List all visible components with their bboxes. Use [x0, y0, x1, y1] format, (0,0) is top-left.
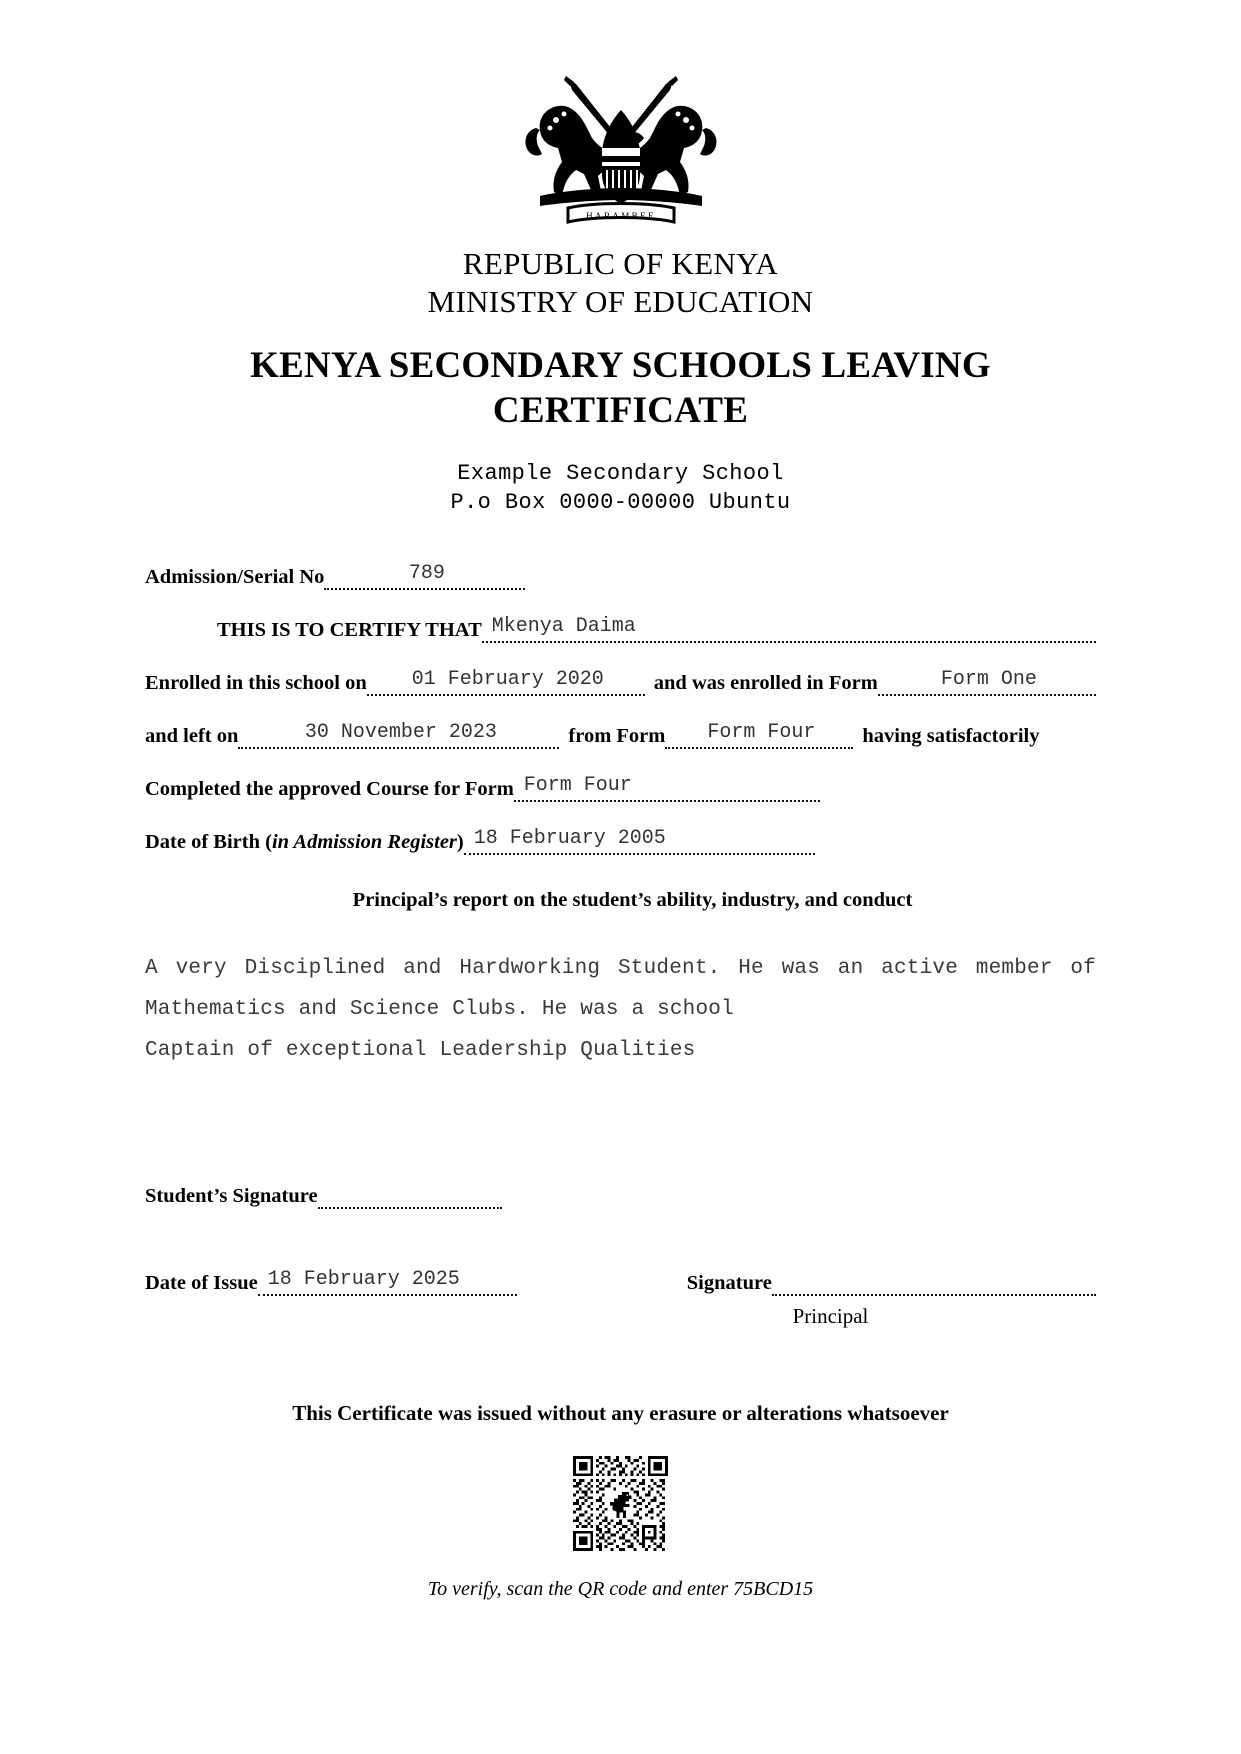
certificate-title — [145, 343, 1096, 433]
dob-label-tail: ) — [456, 831, 464, 853]
verify-note: To verify, scan the QR code and enter 75BCD15 — [427, 1578, 814, 1600]
principal-report-body — [145, 948, 1096, 1071]
crest-container — [145, 0, 1096, 245]
serial-row — [145, 561, 1096, 590]
enrolled-form-label: and was enrolled in Form — [653, 672, 878, 694]
left-form-label: from Form — [568, 725, 666, 747]
principal-signature-group — [687, 1270, 1096, 1296]
qr-code-icon[interactable] — [573, 1456, 668, 1551]
date-of-issue-label: Date of Issue — [145, 1272, 258, 1294]
enrolled-row — [145, 667, 1096, 696]
left-label: and left on — [145, 725, 239, 747]
dob-row — [145, 826, 1096, 855]
student-signature-label: Student’s Signature — [145, 1185, 318, 1207]
dinosaur-logo-icon — [608, 1491, 634, 1520]
signature-value[interactable] — [772, 1292, 1096, 1296]
qr-container — [145, 1456, 1096, 1556]
signature-label: Signature — [686, 1272, 772, 1294]
kenya-coat-of-arms-icon — [506, 70, 736, 235]
certify-row — [145, 614, 1096, 643]
serial-label: Admission/Serial No — [145, 566, 325, 588]
dob-value[interactable]: 18 February 2005 — [464, 826, 815, 855]
student-signature-value[interactable] — [318, 1205, 502, 1209]
left-row — [145, 720, 1096, 749]
school-address: P.o Box 0000-00000 Ubuntu — [450, 490, 791, 515]
principal-caption: Principal — [792, 1304, 869, 1328]
certificate-title-line-2: CERTIFICATE — [492, 390, 749, 431]
principal-report-text: A very Disciplined and Hardworking Student. He was an active member of Mathematics and Science Clubs. He was a school — [145, 957, 1096, 1021]
date-of-issue-value[interactable]: 18 February 2025 — [258, 1267, 517, 1296]
student-name-value[interactable]: Mkenya Daima — [482, 614, 1096, 643]
course-form-value[interactable]: Form Four — [514, 773, 820, 802]
country-line: REPUBLIC OF KENYA — [462, 246, 779, 281]
course-row — [145, 773, 1096, 802]
certificate-form — [145, 561, 1096, 855]
principal-report-heading: Principal’s report on the student’s ability, industry, and conduct — [352, 889, 913, 911]
enrolled-label: Enrolled in this school on — [145, 672, 367, 694]
principal-report-last-line: Captain of exceptional Leadership Qualities — [145, 1039, 696, 1062]
school-details — [145, 459, 1096, 517]
dob-label-lead: Date of Birth ( — [145, 831, 272, 853]
dob-label-italic: in Admission Register — [271, 831, 457, 853]
ministry-line: MINISTRY OF EDUCATION — [427, 284, 814, 319]
left-date-value[interactable]: 30 November 2023 — [238, 720, 559, 749]
certify-label: THIS IS TO CERTIFY THAT — [217, 619, 482, 641]
enrolled-date-value[interactable]: 01 February 2020 — [367, 667, 645, 696]
certificate-title-line-1: KENYA SECONDARY SCHOOLS LEAVING — [250, 345, 991, 386]
enrolled-form-value[interactable]: Form One — [878, 667, 1096, 696]
left-form-value[interactable]: Form Four — [665, 720, 853, 749]
signature-area — [145, 1183, 1096, 1329]
school-name: Example Secondary School — [457, 461, 784, 486]
dob-label — [145, 829, 464, 855]
issue-signature-row — [145, 1267, 1096, 1296]
student-signature-row — [145, 1183, 1096, 1209]
no-erasure-note: This Certificate was issued without any erasure or alterations whatsoever — [292, 1401, 949, 1425]
svg-text:HARAMBEE: HARAMBEE — [585, 211, 656, 221]
satisfactorily-label: having satisfactorily — [862, 725, 1040, 747]
course-label: Completed the approved Course for Form — [145, 778, 514, 800]
date-of-issue-group — [145, 1267, 517, 1296]
serial-value[interactable]: 789 — [324, 561, 525, 590]
